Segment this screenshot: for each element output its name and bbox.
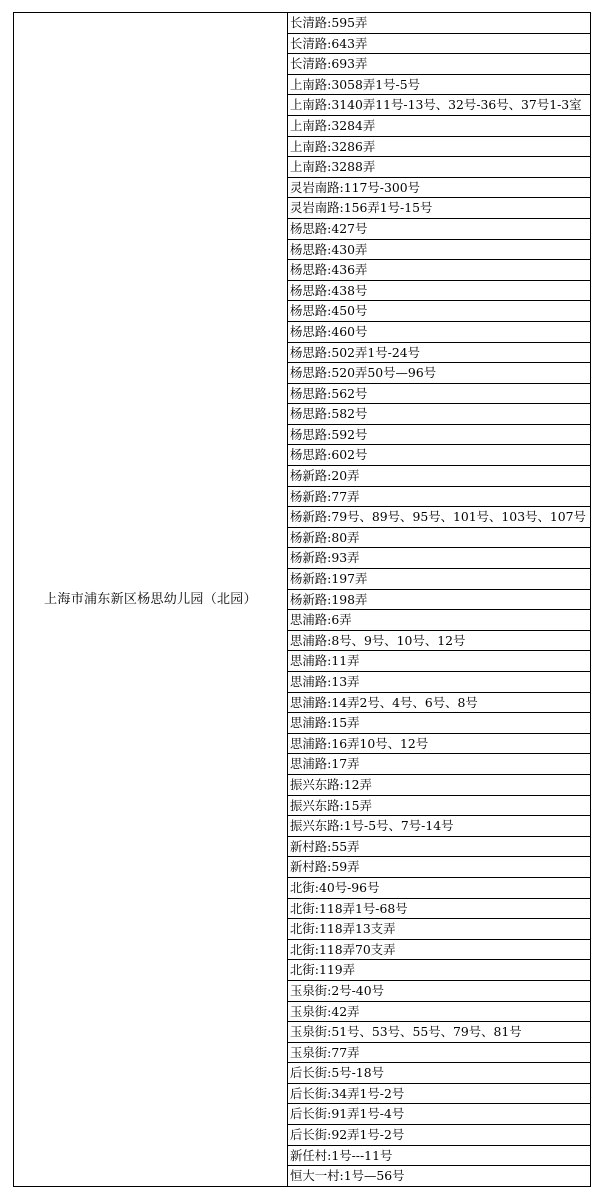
address-cell: 振兴东路:15弄	[288, 795, 591, 816]
address-cell: 杨新路:20弄	[288, 466, 591, 487]
address-cell: 后长街:91弄1号-4号	[288, 1104, 591, 1125]
address-table-body	[14, 13, 591, 1187]
address-cell: 杨思路:427号	[288, 218, 591, 239]
address-cell: 杨新路:198弄	[288, 589, 591, 610]
address-cell: 思浦路:15弄	[288, 713, 591, 734]
address-cell: 玉泉街:42弄	[288, 1001, 591, 1022]
address-cell: 玉泉街:2号-40号	[288, 980, 591, 1001]
address-cell: 北街:118弄13支弄	[288, 919, 591, 940]
address-cell: 杨思路:460号	[288, 321, 591, 342]
address-cell: 上南路:3058弄1号-5号	[288, 74, 591, 95]
address-cell: 杨思路:430弄	[288, 239, 591, 260]
address-cell: 上南路:3284弄	[288, 115, 591, 136]
address-cell: 恒大一村:1号—56号	[288, 1166, 591, 1187]
address-cell: 杨新路:77弄	[288, 486, 591, 507]
address-cell: 玉泉街:51号、53号、55号、79号、81号	[288, 1022, 591, 1043]
address-cell: 北街:40号-96号	[288, 877, 591, 898]
address-cell: 长清路:595弄	[288, 13, 591, 34]
address-cell: 杨新路:93弄	[288, 548, 591, 569]
address-cell: 后长街:34弄1号-2号	[288, 1083, 591, 1104]
address-cell: 北街:118弄70支弄	[288, 939, 591, 960]
address-cell: 振兴东路:1号-5号、7号-14号	[288, 816, 591, 837]
address-cell: 杨新路:197弄	[288, 569, 591, 590]
address-cell: 上南路:3140弄11号-13号、32号-36号、37号1-3室	[288, 95, 591, 116]
address-cell: 思浦路:13弄	[288, 672, 591, 693]
address-cell: 振兴东路:12弄	[288, 774, 591, 795]
address-cell: 长清路:643弄	[288, 33, 591, 54]
address-cell: 杨思路:562号	[288, 383, 591, 404]
address-cell: 杨思路:436弄	[288, 260, 591, 281]
address-cell: 杨新路:79号、89号、95号、101号、103号、107号	[288, 507, 591, 528]
address-cell: 杨思路:582号	[288, 404, 591, 425]
address-cell: 后长街:92弄1号-2号	[288, 1125, 591, 1146]
address-cell: 上南路:3286弄	[288, 136, 591, 157]
address-cell: 杨思路:520弄50号—96号	[288, 363, 591, 384]
address-cell: 新村路:59弄	[288, 857, 591, 878]
address-cell: 思浦路:17弄	[288, 754, 591, 775]
address-cell: 新村路:55弄	[288, 836, 591, 857]
address-cell: 灵岩南路:156弄1号-15号	[288, 198, 591, 219]
address-cell: 杨思路:502弄1号-24号	[288, 342, 591, 363]
address-cell: 新任村:1号---11号	[288, 1145, 591, 1166]
address-cell: 思浦路:11弄	[288, 651, 591, 672]
address-cell: 北街:118弄1号-68号	[288, 898, 591, 919]
address-cell: 灵岩南路:117号-300号	[288, 177, 591, 198]
address-cell: 杨思路:592号	[288, 424, 591, 445]
address-cell: 杨思路:450号	[288, 301, 591, 322]
address-cell: 思浦路:8号、9号、10号、12号	[288, 630, 591, 651]
address-table	[13, 12, 591, 1187]
address-cell: 思浦路:16弄10号、12号	[288, 733, 591, 754]
address-cell: 杨思路:438号	[288, 280, 591, 301]
address-cell: 思浦路:6弄	[288, 610, 591, 631]
address-cell: 北街:119弄	[288, 960, 591, 981]
address-cell: 杨新路:80弄	[288, 527, 591, 548]
address-cell: 杨思路:602号	[288, 445, 591, 466]
table-row	[14, 13, 591, 34]
address-cell: 后长街:5号-18号	[288, 1063, 591, 1084]
address-cell: 上南路:3288弄	[288, 157, 591, 178]
address-cell: 玉泉街:77弄	[288, 1042, 591, 1063]
address-cell: 长清路:693弄	[288, 54, 591, 75]
address-cell: 思浦路:14弄2号、4号、6号、8号	[288, 692, 591, 713]
school-name-cell: 上海市浦东新区杨思幼儿园（北园）	[14, 13, 288, 1187]
